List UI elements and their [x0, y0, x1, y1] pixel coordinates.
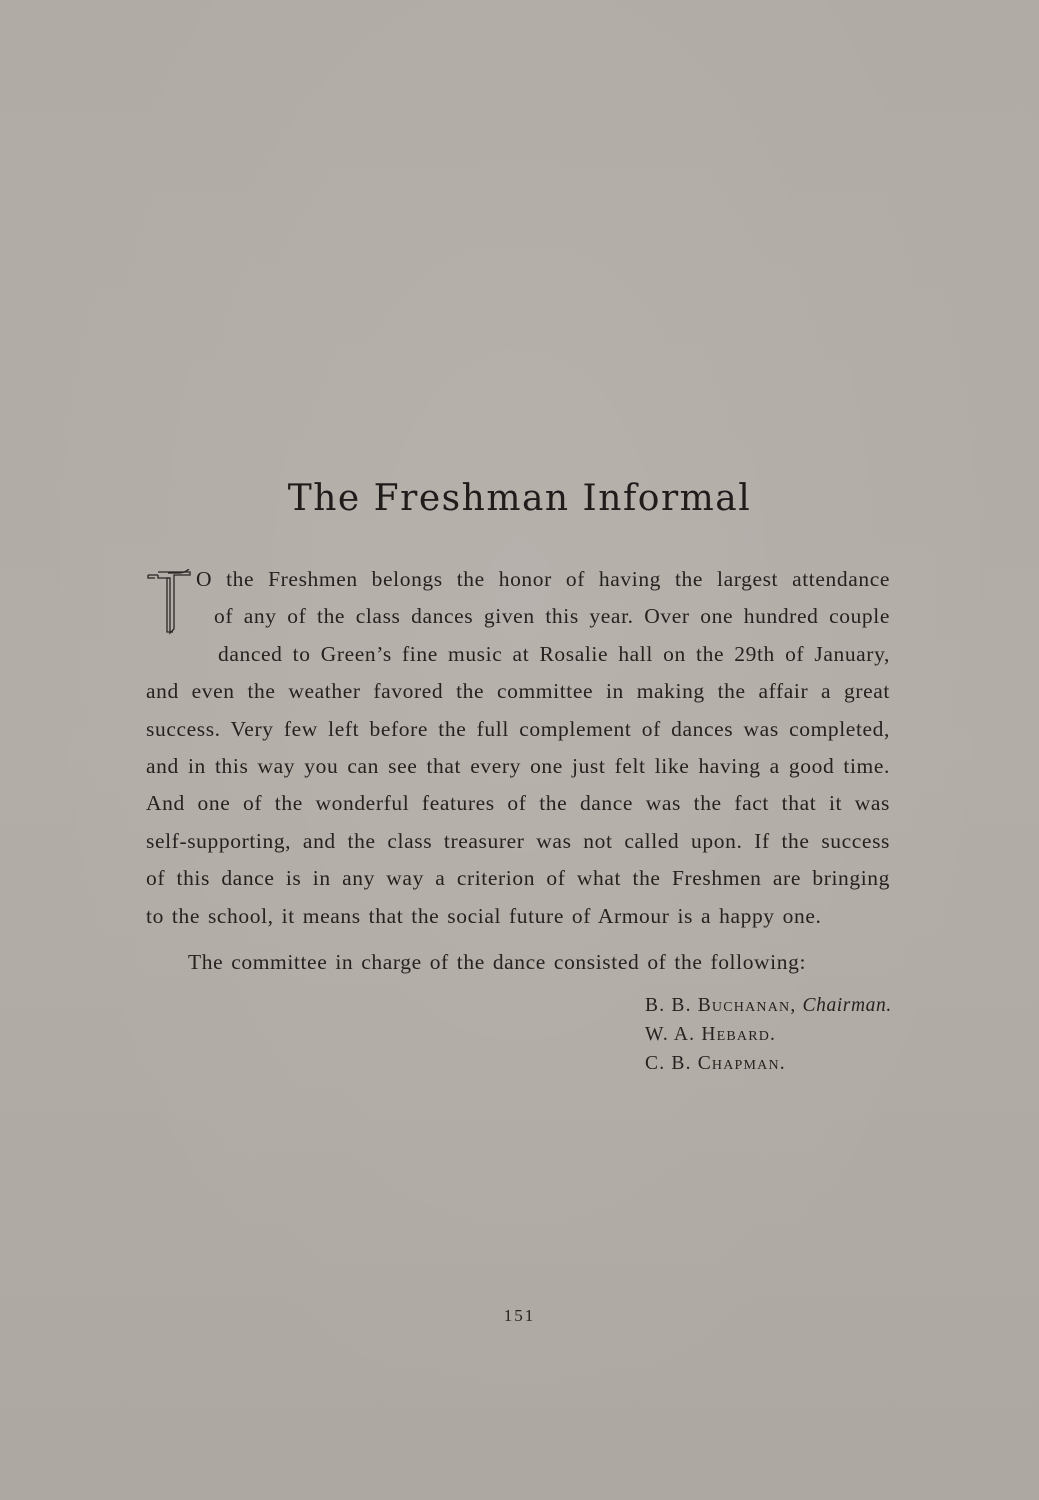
drop-cap-letter: T [146, 569, 147, 570]
paragraph-line-9: of this dance is in any way a criterion of what the Freshmen are bringing [146, 866, 890, 890]
member-initials: C. B. [645, 1053, 692, 1074]
member-surname: Hebard. [701, 1024, 777, 1045]
paragraph-line-7: And one of the wonderful features of the dance was the fact that it was [146, 791, 890, 815]
member-role: Chairman. [802, 995, 892, 1016]
committee-intro: The committee in charge of the dance consisted of the following: [188, 950, 807, 974]
member-surname: Chapman. [697, 1053, 786, 1074]
committee-member-3 [645, 1053, 786, 1075]
drop-cap-t [146, 569, 196, 635]
paragraph-line-1: O the Freshmen belongs the honor of having the largest attendance [196, 567, 890, 591]
page-number: 151 [503, 1306, 536, 1325]
member-surname: Buchanan [697, 995, 791, 1016]
committee-member-1: B. B. Buchanan, Chairman. [645, 995, 892, 1016]
page-title: The Freshman Informal [287, 478, 752, 519]
member-initials: W. A. [645, 1024, 696, 1045]
paragraph-line-2: of any of the class dances given this year. Over one hundred couple [214, 604, 890, 628]
paragraph-line-5: success. Very few left before the full complement of dances was completed, [146, 717, 890, 741]
committee-member-2 [645, 1024, 776, 1046]
paragraph-line-10: to the school, it means that the social future of Armour is a happy one. [146, 904, 822, 928]
paragraph-line-8: self-supporting, and the class treasurer was not called upon. If the success [146, 829, 890, 853]
paragraph-line-4: and even the weather favored the committee in making the affair a great [146, 679, 890, 703]
paragraph-line-3: danced to Green’s fine music at Rosalie hall on the 29th of January, [218, 642, 890, 666]
paragraph-line-6: and in this way you can see that every one just felt like having a good time. [146, 754, 890, 778]
member-initials: B. B. [645, 995, 692, 1016]
